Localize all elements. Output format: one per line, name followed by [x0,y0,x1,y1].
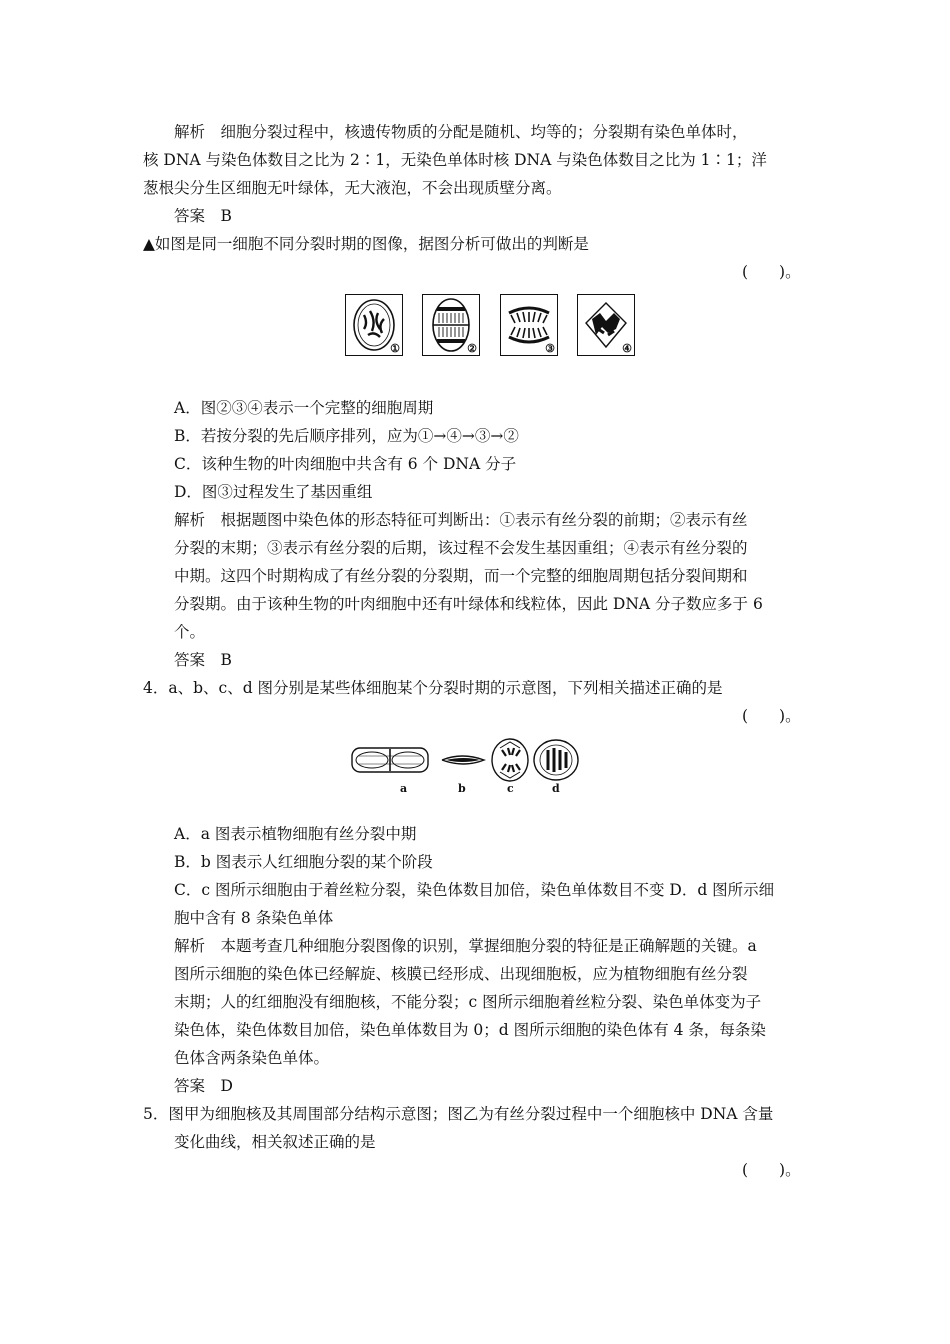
answer-bracket: ( )。 [742,707,801,725]
figure-label: ④ [622,342,632,355]
option-c: C．c 图所示细胞由于着丝粒分裂，染色体数目加倍，染色单体数目不变 D．d 图所示细 [174,881,775,899]
explanation-line: 图所示细胞的染色体已经解旋、核膜已经形成、出现细胞板，应为植物细胞有丝分裂 [174,965,748,983]
question-line: ▲如图是同一细胞不同分裂时期的图像，据图分析可做出的判断是 [143,235,589,253]
option-c: C．该种生物的叶肉细胞中共含有 6 个 DNA 分子 [174,455,517,473]
option-c-continued: 胞中含有 8 条染色单体 [174,909,334,927]
text-line: 葱根尖分生区细胞无叶绿体，无大液泡，不会出现质壁分离。 [143,179,562,197]
figure-label: ③ [545,342,555,355]
cell-diagram-abcd [350,738,582,782]
answer-line: 答案 D [174,1077,233,1095]
answer-bracket: ( )。 [742,1161,801,1179]
cell-image-prophase [345,294,403,356]
figure-label: ② [467,342,477,355]
explanation-line: 解析 根据题图中染色体的形态特征可判断出：①表示有丝分裂的前期；②表示有丝 [174,511,748,529]
figure-label: d [552,782,560,795]
answer-line: 答案 B [174,651,232,669]
option-d: D．图③过程发生了基因重组 [174,483,373,501]
cell-image-anaphase [500,294,558,356]
explanation-line: 分裂期。由于该种生物的叶肉细胞中还有叶绿体和线粒体，因此 DNA 分子数应多于 6 [174,595,763,613]
explanation-line: 中期。这四个时期构成了有丝分裂的分裂期，而一个完整的细胞周期包括分裂间期和 [174,567,748,585]
option-b: B．若按分裂的先后顺序排列，应为①→④→③→② [174,427,519,445]
question-5-continued: 变化曲线，相关叙述正确的是 [174,1133,376,1151]
figure-label: ① [390,342,400,355]
explanation-line: 末期；人的红细胞没有细胞核，不能分裂；c 图所示细胞着丝粒分裂、染色单体变为子 [174,993,762,1011]
option-b: B．b 图表示人红细胞分裂的某个阶段 [174,853,433,871]
text-line: 解析 细胞分裂过程中，核遗传物质的分配是随机、均等的；分裂期有染色单体时， [174,123,748,141]
question-4: 4．a、b、c、d 图分别是某些体细胞某个分裂时期的示意图，下列相关描述正确的是 [143,679,723,697]
explanation-line: 解析 本题考查几种细胞分裂图像的识别，掌握细胞分裂的特征是正确解题的关键。a [174,937,757,955]
option-a: A．图②③④表示一个完整的细胞周期 [174,399,434,417]
figure-label: c [507,782,514,795]
explanation-line: 色体含两条染色单体。 [174,1049,330,1067]
answer-line: 答案 B [174,207,232,225]
question-5: 5．图甲为细胞核及其周围部分结构示意图；图乙为有丝分裂过程中一个细胞核中 DNA 含量 [143,1105,774,1123]
explanation-line: 染色体，染色体数目加倍，染色单体数目为 0；d 图所示细胞的染色体有 4 条，每条染 [174,1021,766,1039]
answer-bracket: ( )。 [742,263,801,281]
cell-image-metaphase [577,294,635,356]
cell-division-figure-2 [350,738,582,796]
figure-label: b [458,782,466,795]
figure-label: a [400,782,408,795]
cell-division-figure-1 [345,294,635,360]
explanation-line: 个。 [174,623,206,641]
cell-image-telophase [422,294,480,356]
option-a: A．a 图表示植物细胞有丝分裂中期 [174,825,417,843]
explanation-line: 分裂的末期；③表示有丝分裂的后期，该过程不会发生基因重组；④表示有丝分裂的 [174,539,748,557]
text-line: 核 DNA 与染色体数目之比为 2∶1，无染色单体时核 DNA 与染色体数目之比为 1∶1；洋 [143,151,767,169]
